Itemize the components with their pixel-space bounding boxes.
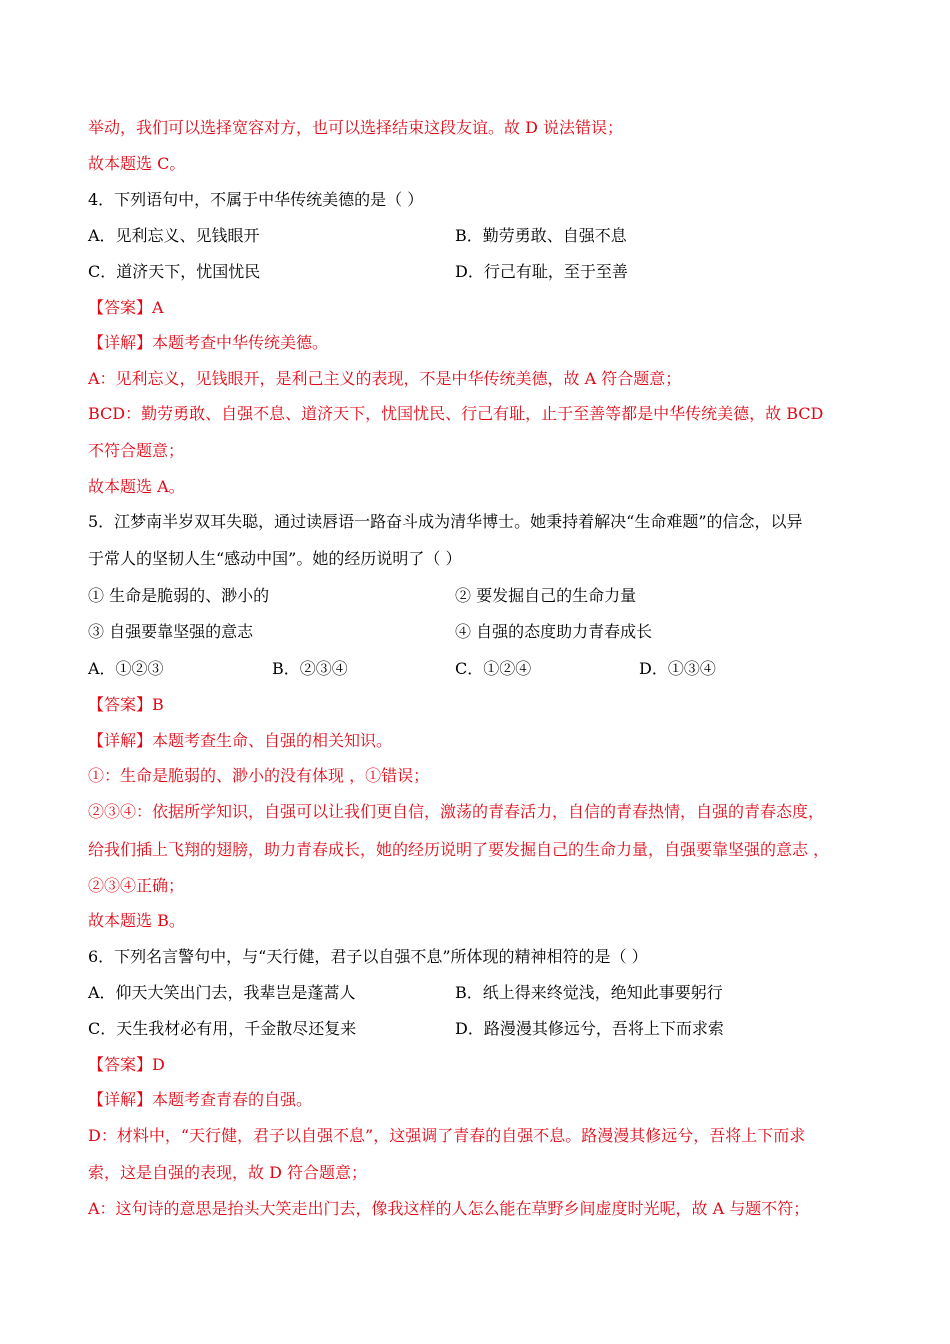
q6-option-a: A．仰天大笑出门去，我辈岂是蓬蒿人 [88,983,356,1002]
q6-detail: 【详解】本题考查青春的自强。 [88,1090,313,1109]
q5-option-c: C．①②④ [455,659,532,678]
q4-option-d: D．行己有耻，至于至善 [455,262,628,281]
q4-explanation-bcd-cont: 不符合题意； [88,441,185,460]
q4-explanation-bcd: BCD：勤劳勇敢、自强不息、道济天下，忧国忧民、行己有耻，止于至善等都是中华传统美德，故 BCD [88,404,824,423]
q5-option-d: D．①③④ [639,659,716,678]
q5-statement-2: ② 要发掘自己的生命力量 [455,586,637,605]
q5-statement-4: ④ 自强的态度助力青春成长 [455,622,653,641]
q3-explanation-line: 举动，我们可以选择宽容对方，也可以选择结束这段友谊。故 D 说法错误； [88,118,624,137]
q5-conclusion: 故本题选 B。 [88,911,185,930]
q5-statement-1: ① 生命是脆弱的、渺小的 [88,586,270,605]
q5-answer: 【答案】B [88,695,164,714]
q5-explanation-234-end: ②③④正确； [88,876,185,895]
q5-explanation-234: ②③④：依据所学知识，自强可以让我们更自信，激荡的青春活力，自信的青春热情，自强的青春态度， [88,802,825,821]
q4-answer: 【答案】A [88,298,164,317]
q6-explanation-d: D：材料中，“天行健，君子以自强不息”，这强调了青春的自强不息。路漫漫其修远兮，吾将上下而求 [88,1126,806,1145]
q6-option-d: D．路漫漫其修远兮，吾将上下而求索 [455,1019,724,1038]
q6-stem: 6．下列名言警句中，与“天行健，君子以自强不息”所体现的精神相符的是（ ） [88,947,648,966]
q4-detail: 【详解】本题考查中华传统美德。 [88,333,329,352]
q5-option-a: A．①②③ [88,659,164,678]
q5-stem-cont: 于常人的坚韧人生“感动中国”。她的经历说明了（ ） [88,549,462,568]
q5-detail: 【详解】本题考查生命、自强的相关知识。 [88,731,393,750]
q6-explanation-d-cont: 索，这是自强的表现，故 D 符合题意； [88,1163,368,1182]
q5-statement-3: ③ 自强要靠坚强的意志 [88,622,254,641]
q5-explanation-1: ①：生命是脆弱的、渺小的没有体现 ，①错误； [88,766,430,785]
q5-option-b: B．②③④ [272,659,348,678]
q5-stem: 5．江梦南半岁双耳失聪，通过读唇语一路奋斗成为清华博士。她秉持着解决“生命难题”的信念，以异 [88,512,803,531]
q4-option-c: C．道济天下，忧国忧民 [88,262,261,281]
q6-option-c: C．天生我材必有用，千金散尽还复来 [88,1019,357,1038]
q6-answer: 【答案】D [88,1055,165,1074]
q4-option-b: B．勤劳勇敢、自强不息 [455,226,627,245]
q4-conclusion: 故本题选 A。 [88,477,185,496]
q6-option-b: B．纸上得来终觉浅，绝知此事要躬行 [455,983,723,1002]
q4-explanation-a: A：见利忘义，见钱眼开，是利己主义的表现，不是中华传统美德，故 A 符合题意； [88,369,682,388]
q4-option-a: A．见利忘义、见钱眼开 [88,226,260,245]
q3-conclusion: 故本题选 C。 [88,154,186,173]
q5-explanation-234-cont: 给我们插上飞翔的翅膀，助力青春成长，她的经历说明了要发掘自己的生命力量，自强要靠坚强的意志 ， [88,840,830,859]
q4-stem: 4．下列语句中，不属于中华传统美德的是（ ） [88,190,424,209]
q6-explanation-a: A：这句诗的意思是抬头大笑走出门去，像我这样的人怎么能在草野乡间虚度时光呢，故 A 与题不符； [88,1199,810,1218]
